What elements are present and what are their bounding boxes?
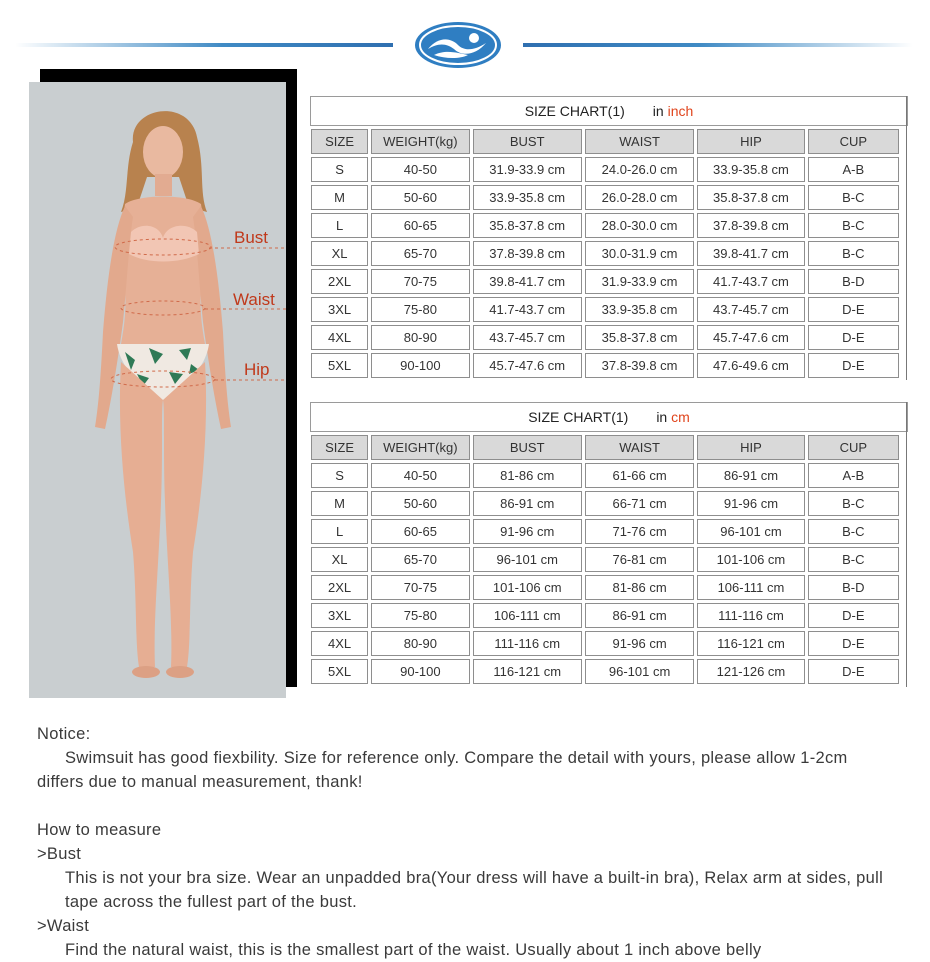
table-cell: 60-65 — [371, 519, 469, 544]
table-cell: 47.6-49.6 cm — [697, 353, 804, 378]
table-cell: 33.9-35.8 cm — [697, 157, 804, 182]
table-header-row — [311, 435, 899, 460]
table-cell: XL — [311, 241, 368, 266]
bust-heading: >Bust — [37, 845, 82, 863]
table-row — [311, 491, 899, 516]
size-chart-inch-title — [310, 96, 908, 126]
table-cell: 65-70 — [371, 241, 469, 266]
table-row — [311, 353, 899, 378]
table-cell: 33.9-35.8 cm — [585, 297, 694, 322]
table-cell: 3XL — [311, 603, 368, 628]
chart-title: SIZE CHART(1) — [524, 103, 625, 119]
table-cell: 86-91 cm — [697, 463, 804, 488]
hip-label: Hip — [244, 360, 270, 379]
table-cell: 75-80 — [371, 603, 469, 628]
model-photo — [29, 82, 286, 698]
table-cell: 50-60 — [371, 185, 469, 210]
table-cell: 111-116 cm — [697, 603, 804, 628]
header-divider-left — [15, 43, 393, 47]
table-cell: 80-90 — [371, 325, 469, 350]
notice-heading: Notice: — [37, 725, 91, 743]
table-cell: L — [311, 213, 368, 238]
table-cell: B-C — [808, 547, 899, 572]
size-table-cm — [308, 432, 902, 687]
table-cell: 116-121 cm — [473, 659, 582, 684]
table-cell: 90-100 — [371, 353, 469, 378]
table-edge-line — [906, 402, 907, 687]
table-cell: 30.0-31.9 cm — [585, 241, 694, 266]
chart-unit: in inch — [652, 103, 694, 119]
table-cell: 43.7-45.7 cm — [697, 297, 804, 322]
table-cell: 39.8-41.7 cm — [697, 241, 804, 266]
table-cell: M — [311, 491, 368, 516]
table-cell: 70-75 — [371, 269, 469, 294]
howto-heading: How to measure — [37, 821, 162, 839]
table-cell: 43.7-45.7 cm — [473, 325, 582, 350]
table-edge-line — [906, 96, 907, 380]
wave-swimmer-logo-icon — [414, 21, 502, 69]
size-chart-cm-title — [310, 402, 908, 432]
table-cell: A-B — [808, 463, 899, 488]
table-cell: 41.7-43.7 cm — [473, 297, 582, 322]
table-cell: L — [311, 519, 368, 544]
table-cell: B-D — [808, 269, 899, 294]
table-cell: 106-111 cm — [697, 575, 804, 600]
header-cell: BUST — [473, 435, 582, 460]
header-cell: SIZE — [311, 129, 368, 154]
table-cell: 66-71 cm — [585, 491, 694, 516]
table-cell: 3XL — [311, 297, 368, 322]
chart-title: SIZE CHART(1) — [528, 409, 629, 425]
table-cell: 81-86 cm — [473, 463, 582, 488]
table-cell: D-E — [808, 325, 899, 350]
notice-body: Swimsuit has good fiexbility. Size for reference only. Compare the detail with yours, please allow 1-2cm differs due to manual measurement, thank! — [37, 749, 848, 791]
table-cell: 86-91 cm — [585, 603, 694, 628]
table-cell: 2XL — [311, 575, 368, 600]
table-cell: B-C — [808, 491, 899, 516]
table-cell: 90-100 — [371, 659, 469, 684]
header-cell: HIP — [697, 129, 804, 154]
table-cell: 31.9-33.9 cm — [473, 157, 582, 182]
table-row — [311, 463, 899, 488]
table-cell: 4XL — [311, 325, 368, 350]
table-row — [311, 297, 899, 322]
table-cell: 45.7-47.6 cm — [697, 325, 804, 350]
header-cell: WEIGHT(kg) — [371, 435, 469, 460]
table-cell: 86-91 cm — [473, 491, 582, 516]
table-cell: 50-60 — [371, 491, 469, 516]
table-cell: 33.9-35.8 cm — [473, 185, 582, 210]
table-row — [311, 325, 899, 350]
bust-label: Bust — [234, 228, 269, 247]
table-row — [311, 185, 899, 210]
table-row — [311, 269, 899, 294]
table-cell: 37.8-39.8 cm — [697, 213, 804, 238]
header-cell: WAIST — [585, 129, 694, 154]
table-cell: B-C — [808, 213, 899, 238]
table-cell: 106-111 cm — [473, 603, 582, 628]
waist-body: Find the natural waist, this is the smallest part of the waist. Usually about 1 inch above belly — [65, 941, 762, 959]
table-cell: 4XL — [311, 631, 368, 656]
table-cell: B-C — [808, 185, 899, 210]
table-cell: 116-121 cm — [697, 631, 804, 656]
table-cell: 65-70 — [371, 547, 469, 572]
table-cell: 40-50 — [371, 463, 469, 488]
waist-label: Waist — [233, 290, 275, 309]
table-cell: 26.0-28.0 cm — [585, 185, 694, 210]
table-cell: 96-101 cm — [473, 547, 582, 572]
table-cell: 35.8-37.8 cm — [697, 185, 804, 210]
header-cell: CUP — [808, 435, 899, 460]
table-cell: S — [311, 463, 368, 488]
table-cell: B-C — [808, 519, 899, 544]
table-cell: D-E — [808, 603, 899, 628]
table-row — [311, 547, 899, 572]
table-cell: 71-76 cm — [585, 519, 694, 544]
table-cell: 5XL — [311, 353, 368, 378]
table-cell: 76-81 cm — [585, 547, 694, 572]
model-figure-illustration — [29, 82, 286, 698]
header-cell: WEIGHT(kg) — [371, 129, 469, 154]
size-chart-cm — [310, 402, 908, 687]
table-cell: 70-75 — [371, 575, 469, 600]
table-cell: 75-80 — [371, 297, 469, 322]
table-cell: A-B — [808, 157, 899, 182]
table-cell: D-E — [808, 297, 899, 322]
table-cell: 91-96 cm — [697, 491, 804, 516]
table-row — [311, 603, 899, 628]
table-cell: 96-101 cm — [585, 659, 694, 684]
table-cell: 35.8-37.8 cm — [473, 213, 582, 238]
header-cell: WAIST — [585, 435, 694, 460]
header-cell: CUP — [808, 129, 899, 154]
size-chart-inch — [310, 96, 908, 381]
table-cell: 61-66 cm — [585, 463, 694, 488]
table-cell: 24.0-26.0 cm — [585, 157, 694, 182]
header-divider-right — [523, 43, 913, 47]
table-cell: 2XL — [311, 269, 368, 294]
table-cell: D-E — [808, 353, 899, 378]
table-cell: S — [311, 157, 368, 182]
notes-section — [37, 722, 887, 962]
table-cell: 60-65 — [371, 213, 469, 238]
table-cell: 101-106 cm — [697, 547, 804, 572]
header-cell: BUST — [473, 129, 582, 154]
table-cell: B-D — [808, 575, 899, 600]
table-row — [311, 631, 899, 656]
table-cell: 28.0-30.0 cm — [585, 213, 694, 238]
table-row — [311, 241, 899, 266]
table-cell: 35.8-37.8 cm — [585, 325, 694, 350]
table-row — [311, 157, 899, 182]
table-row — [311, 213, 899, 238]
table-cell: 39.8-41.7 cm — [473, 269, 582, 294]
table-cell: 40-50 — [371, 157, 469, 182]
table-cell: XL — [311, 547, 368, 572]
table-cell: 91-96 cm — [473, 519, 582, 544]
table-row — [311, 575, 899, 600]
chart-unit: in cm — [656, 409, 690, 425]
waist-heading: >Waist — [37, 917, 90, 935]
table-cell: 45.7-47.6 cm — [473, 353, 582, 378]
table-row — [311, 519, 899, 544]
table-cell: 31.9-33.9 cm — [585, 269, 694, 294]
table-cell: 41.7-43.7 cm — [697, 269, 804, 294]
bust-body: This is not your bra size. Wear an unpadded bra(Your dress will have a built-in bra), Relax arm at sides, pull tape across the fullest part of the bust. — [65, 869, 884, 911]
table-cell: 101-106 cm — [473, 575, 582, 600]
table-cell: 96-101 cm — [697, 519, 804, 544]
table-cell: 111-116 cm — [473, 631, 582, 656]
table-cell: 91-96 cm — [585, 631, 694, 656]
table-cell: 81-86 cm — [585, 575, 694, 600]
table-header-row — [311, 129, 899, 154]
header-cell: SIZE — [311, 435, 368, 460]
table-cell: 121-126 cm — [697, 659, 804, 684]
table-cell: D-E — [808, 659, 899, 684]
table-cell: B-C — [808, 241, 899, 266]
table-row — [311, 659, 899, 684]
size-table-inch — [308, 126, 902, 381]
table-cell: D-E — [808, 631, 899, 656]
table-cell: 80-90 — [371, 631, 469, 656]
header-cell: HIP — [697, 435, 804, 460]
table-cell: 5XL — [311, 659, 368, 684]
table-cell: 37.8-39.8 cm — [473, 241, 582, 266]
table-cell: 37.8-39.8 cm — [585, 353, 694, 378]
table-cell: M — [311, 185, 368, 210]
